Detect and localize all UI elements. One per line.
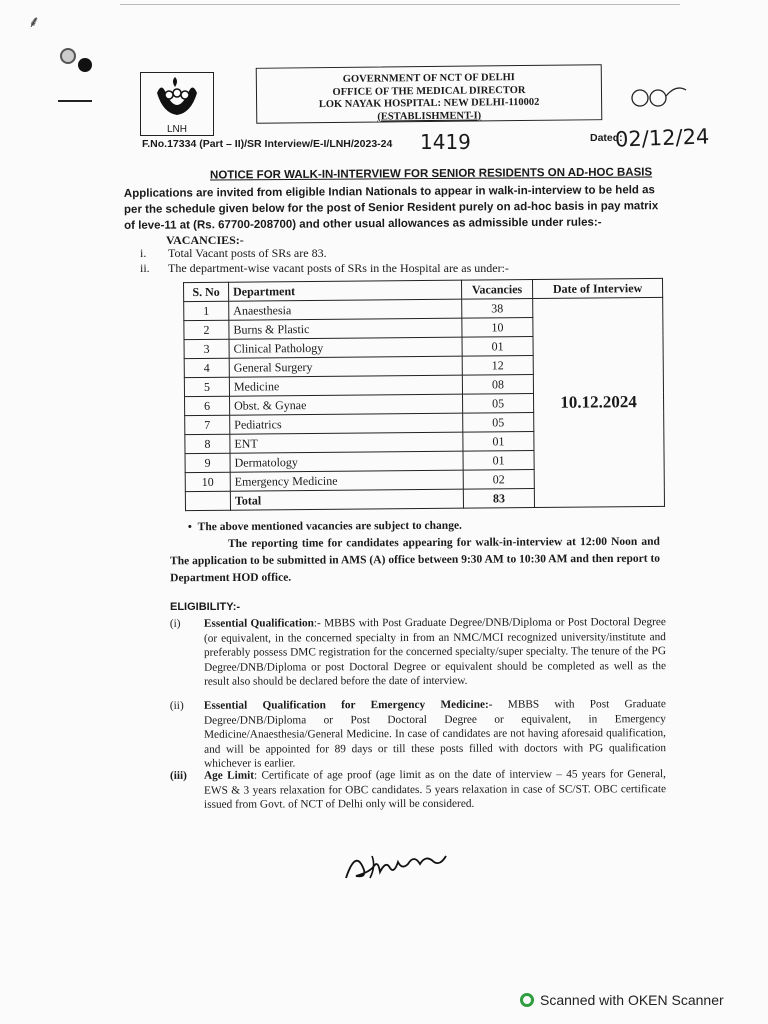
cell-sno: 8: [185, 434, 230, 453]
header-sno: S. No: [184, 282, 229, 301]
bullet-note-text: The above mentioned vacancies are subject to change.: [197, 519, 462, 534]
eligibility-num: (i): [169, 617, 181, 630]
header-date: Date of Interview: [533, 278, 663, 298]
header-line-1: GOVERNMENT OF NCT OF DELHI: [342, 72, 515, 85]
eligibility-num: (iii): [169, 769, 187, 782]
cell-sno: 10: [185, 472, 230, 491]
intro-paragraph: Applications are invited from eligible Indian Nationals to appear in walk-in-interview to be held as per the schedule given below for the post of Senior Resident purely on ad-hoc basis in pay matrix of leve-11 at (Rs. 67700-208700) and other usual allowances as admissible under rules:-: [123, 184, 659, 232]
cell-vacancies: 02: [463, 470, 534, 490]
table-row: [184, 297, 663, 320]
dated-value: 02/12/24: [614, 124, 710, 152]
reporting-note: The reporting time for candidates appearing for walk-in-interview at 12:00 Noon and The application to be submitted in AMS (A) office between 9:30 AM to 10:30 AM and then report to Department HOD office.: [170, 535, 661, 585]
cell-vacancies: 01: [463, 432, 534, 452]
cell-sno: 7: [185, 415, 230, 434]
cell-vacancies: 12: [462, 356, 533, 376]
cell-vacancies: 01: [463, 451, 534, 471]
cell-vacancies: 01: [462, 337, 533, 357]
cell-department: General Surgery: [229, 356, 462, 377]
scan-mark: ⸙: [28, 14, 41, 31]
vacancy-item-text: Total Vacant posts of SRs are 83.: [168, 246, 327, 260]
scanner-watermark: [520, 992, 724, 1008]
cell-department: Obst. & Gynae: [230, 394, 463, 415]
cell-vacancies: 05: [463, 413, 534, 433]
hospital-logo: [140, 72, 214, 136]
header-line-4: (ESTABLISHMENT-I): [377, 109, 482, 123]
header-vacancies: Vacancies: [462, 280, 533, 300]
cell-sno: 2: [184, 320, 229, 339]
cell-vacancies: 10: [462, 318, 533, 338]
cell-department: Clinical Pathology: [229, 337, 462, 358]
cell-department: Anaesthesia: [229, 299, 462, 320]
cell-sno: 3: [184, 339, 229, 358]
cell-sno: 4: [184, 358, 229, 377]
eligibility-head: Age Limit: [203, 769, 255, 782]
cell-department: Emergency Medicine: [230, 470, 463, 491]
cell-department: Burns & Plastic: [229, 318, 462, 339]
cell-sno: 6: [185, 396, 230, 415]
margin-mark: [58, 100, 92, 102]
top-edge-line: [120, 4, 680, 5]
scanner-logo-icon: [520, 993, 534, 1007]
cell-sno-empty: [185, 491, 230, 510]
cell-sno: 1: [184, 301, 229, 320]
punch-dot-icon: [78, 58, 92, 72]
signature: [342, 848, 452, 888]
eligibility-item: [170, 767, 666, 812]
total-value: 83: [463, 489, 534, 509]
cell-department: Dermatology: [230, 451, 463, 472]
eligibility-item: [170, 697, 666, 771]
vacancy-item-num: i.: [140, 246, 147, 260]
vacancies-title: VACANCIES:-: [166, 233, 244, 247]
scanner-text: Scanned with OKEN Scanner: [540, 992, 724, 1008]
cell-vacancies: 38: [462, 299, 533, 319]
cell-vacancies: 05: [462, 394, 533, 414]
punch-hole-icon: [60, 48, 76, 64]
header-department: Department: [229, 280, 462, 301]
header-line-3: LOK NAYAK HOSPITAL: NEW DELHI-110002: [318, 96, 540, 111]
cell-sno: 5: [184, 377, 229, 396]
eligibility-body: :- MBBS with Post Graduate Degree/DNB/Diploma or Post Doctoral Degree (or equivalent, in the concerned specialty in from an NMC/MCI recognized university/institute and preferably possess DMC registration for the concerned specialty/super specialty. The tenure of the PG Degree/DNB/Diploma or post Doctoral Degree or equivalent should be completed as well as the result also should be declared before the date of interview.: [203, 616, 667, 688]
hands-logo-icon: [141, 73, 213, 123]
eligibility-num: (ii): [169, 699, 184, 712]
cell-vacancies: 08: [462, 375, 533, 395]
eligibility-head: Essential Qualification for Emergency Medicine:-: [203, 698, 493, 712]
cell-department: Pediatrics: [230, 413, 463, 434]
dated-label: Dated:: [590, 132, 623, 144]
header-line-2: OFFICE OF THE MEDICAL DIRECTOR: [332, 84, 526, 98]
total-label: Total: [230, 489, 463, 510]
notes-block: [170, 517, 660, 588]
vacancy-table: [183, 278, 665, 511]
cell-department: Medicine: [229, 375, 462, 396]
bullet-icon: •: [187, 521, 198, 534]
vacancy-item-num: ii.: [140, 261, 150, 275]
logo-text: LNH: [166, 124, 187, 135]
cell-department: ENT: [230, 432, 463, 453]
eligibility-body: : Certificate of age proof (age limit as on the date of interview – 45 years for General, EWS & 3 years relaxation for OBC candidates. 5 years relaxation in case of SC/ST. OBC certificate issued from Govt. of NCT of Delhi only will be considered.: [203, 768, 667, 811]
initials-mark: [626, 82, 690, 112]
notice-title: NOTICE FOR WALK-IN-INTERVIEW FOR SENIOR RESIDENTS ON AD-HOC BASIS: [209, 166, 653, 182]
cell-sno: 9: [185, 453, 230, 472]
eligibility-head: Essential Qualification: [203, 617, 314, 630]
letterhead: [256, 64, 603, 124]
eligibility-title: ELIGIBILITY:-: [170, 601, 241, 613]
eligibility-item: [170, 615, 666, 689]
vacancy-item-text: The department-wise vacant posts of SRs in the Hospital are as under:-: [168, 261, 509, 275]
interview-date: 10.12.2024: [533, 297, 665, 507]
inward-number: 1419: [420, 130, 471, 154]
file-number: F.No.17334 (Part – II)/SR Interview/E-I/LNH/2023-24: [142, 138, 393, 150]
eligibility-body: MBBS with Post Graduate Degree/DNB/Diploma or Post Doctoral Degree or equivalent, in Emergency Medicine/Anaesthesia/General Medicine. In case of candidates are not having aforesaid qualification, and will be appointed for 89 days or till these posts filled with doctors with PG qualification whichever is earlier.: [203, 698, 667, 770]
